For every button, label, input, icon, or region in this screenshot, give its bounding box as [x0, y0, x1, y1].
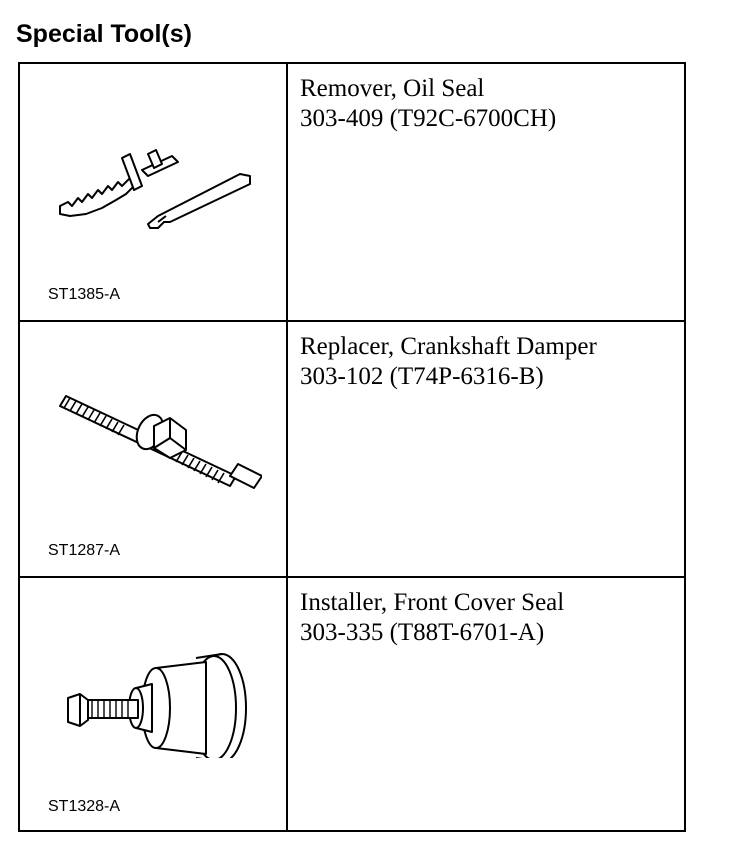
tool-row — [20, 576, 684, 832]
crankshaft-damper-replacer-icon — [46, 382, 262, 502]
tool-description-cell — [288, 64, 684, 320]
special-tools-table — [18, 62, 686, 832]
tool-description-cell — [288, 322, 684, 576]
tool-image-code: ST1287-A — [48, 542, 121, 559]
tool-name: Remover, Oil Seal — [300, 75, 485, 102]
tool-image-code: ST1328-A — [48, 798, 121, 815]
tool-image-code: ST1385-A — [48, 286, 121, 303]
tool-description-cell — [288, 578, 684, 832]
tool-number: 303-102 (T74P-6316-B) — [300, 363, 544, 390]
tool-row — [20, 64, 684, 320]
page-title: Special Tool(s) — [16, 20, 192, 48]
tool-image-cell — [20, 64, 288, 320]
tool-row — [20, 320, 684, 576]
tool-image-cell — [20, 322, 288, 576]
front-cover-seal-installer-icon — [46, 638, 262, 758]
tool-name: Installer, Front Cover Seal — [300, 589, 565, 616]
oil-seal-remover-icon — [46, 124, 262, 244]
tool-image-cell — [20, 578, 288, 832]
tool-number: 303-409 (T92C-6700CH) — [300, 105, 557, 132]
tool-number: 303-335 (T88T-6701-A) — [300, 619, 545, 646]
tool-name: Replacer, Crankshaft Damper — [300, 333, 597, 360]
